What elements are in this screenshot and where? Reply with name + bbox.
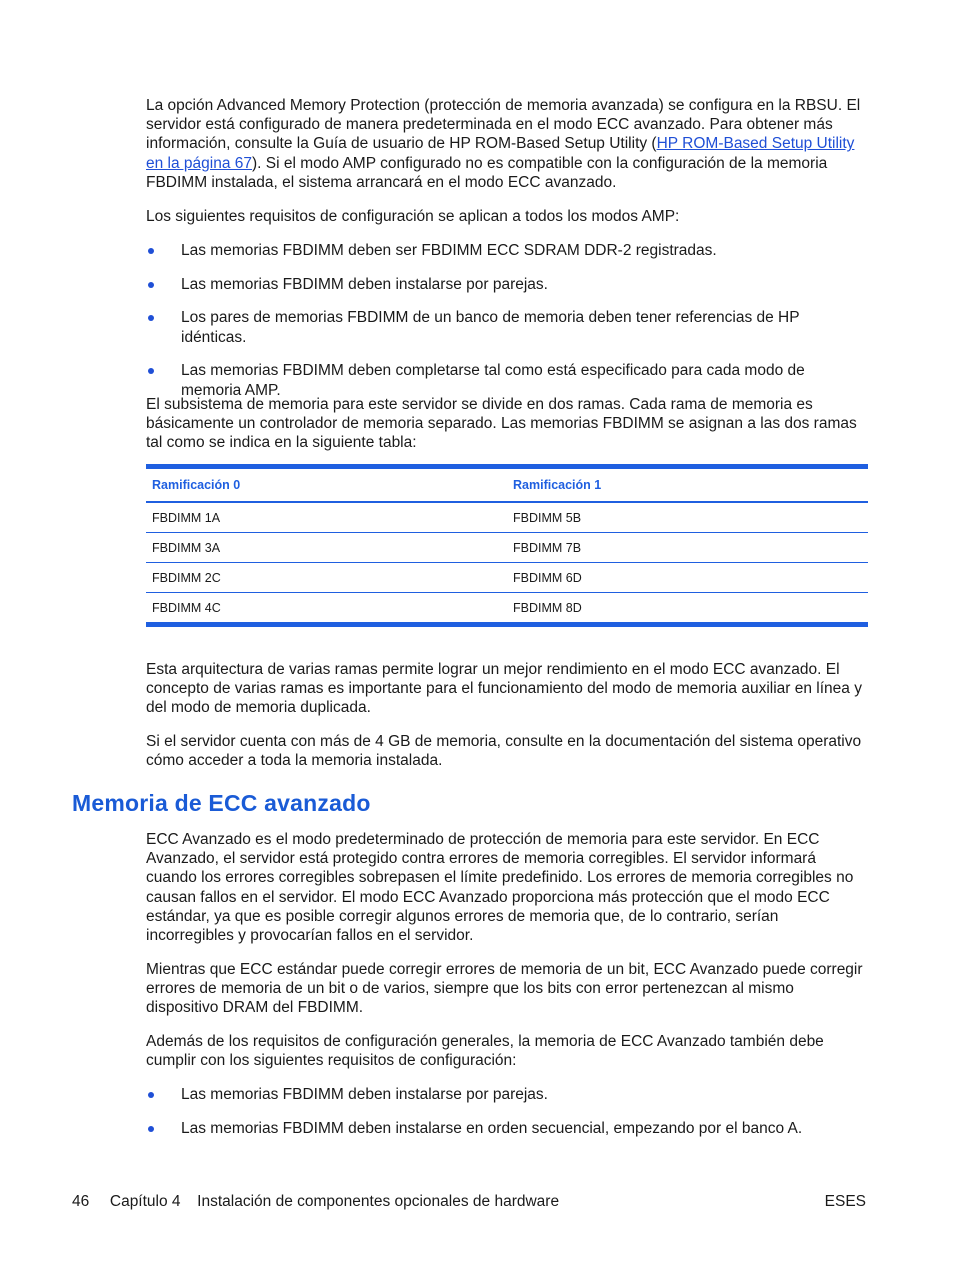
memory-size-paragraph: Si el servidor cuenta con más de 4 GB de memoria, consulte en la documentación del sistema operativo cómo acceder a toda la memoria instalada. (146, 733, 862, 770)
section-heading: Memoria de ECC avanzado (72, 790, 371, 816)
header-branch-1: Ramificación 1 (507, 467, 868, 503)
page-number: 46 (72, 1193, 90, 1210)
intro-paragraph-amp: La opción Advanced Memory Protection (protección de memoria avanzada) se configura en la RBSU. El servidor está configurado de manera predeterminada en el modo ECC avanzado. Para obtener más información, consulte la Guía de usuario de HP ROM-Based Setup Utility (HP ROM-Based Setup Utility en la página 67). Si el modo AMP configurado no es compatible con la configuración de la memoria FBDIMM instalada, el sistema arrancará en el modo ECC avanzado. (146, 97, 861, 191)
table-cell: FBDIMM 5B (507, 502, 868, 533)
chapter-title: Instalación de componentes opcionales de hardware (197, 1193, 560, 1210)
table-row (146, 533, 868, 563)
bullet-icon (148, 315, 154, 321)
ecc-requirements-list (146, 1085, 868, 1138)
table-cell: FBDIMM 1A (146, 502, 507, 533)
table-cell: FBDIMM 7B (507, 533, 868, 563)
list-item: Las memorias FBDIMM deben completarse tal como está especificado para cada modo de memoria AMP. (146, 361, 868, 399)
table-cell: FBDIMM 2C (146, 563, 507, 593)
table-row (146, 593, 868, 625)
table-cell: FBDIMM 8D (513, 600, 582, 615)
ecc-paragraph-3: Además de los requisitos de configuración generales, la memoria de ECC Avanzado también debe cumplir con los siguientes requisitos de configuración: (146, 1033, 824, 1070)
branches-intro-paragraph: El subsistema de memoria para este servidor se divide en dos ramas. Cada rama de memoria es básicamente un controlador de memoria separado. Las memorias FBDIMM se asignan a las dos ramas tal como se indica en la siguiente tabla: (146, 396, 857, 452)
rbsu-reference-link[interactable]: HP ROM-Based Setup Utility en la página 67 (146, 135, 855, 172)
multi-branch-paragraph: Esta arquitectura de varias ramas permite lograr un mejor rendimiento en el modo ECC avanzado. El concepto de varias ramas es importante para el funcionamiento del modo de memoria auxiliar en línea y del modo de memoria duplicada. (146, 661, 862, 717)
memory-branch-table (146, 464, 868, 627)
chapter-label: Capítulo 4 (109, 1193, 181, 1210)
table-cell: FBDIMM 6D (507, 563, 868, 593)
bullet-icon (148, 1126, 154, 1132)
list-item: Las memorias FBDIMM deben instalarse por parejas. (146, 1085, 868, 1104)
table-cell: FBDIMM 4C (152, 600, 221, 615)
ecc-paragraph-1: ECC Avanzado es el modo predeterminado de protección de memoria para este servidor. En ECC Avanzado, el servidor está protegido contra errores de memoria corregibles. El servidor informará cuando los errores corregibles sobrepasen el límite predefinido. Los errores de memoria corregibles no causan fallos en el servidor. El modo ECC Avanzado proporciona más protección que el modo ECC estándar, ya que es posible corregir algunos errores de memoria que, de lo contrario, serían incorregibles y provocarían fallos en el servidor. (146, 831, 854, 945)
table-row (146, 502, 868, 533)
list-item: Las memorias FBDIMM deben instalarse por parejas. (146, 275, 868, 294)
intro-section (146, 96, 868, 192)
amp-requirements-list (146, 241, 868, 400)
list-item: Los pares de memorias FBDIMM de un banco de memoria deben tener referencias de HP idénticas. (146, 308, 868, 346)
intro-paragraph-requirements: Los siguientes requisitos de configuración se aplican a todos los modos AMP: (146, 208, 680, 225)
list-item: Las memorias FBDIMM deben ser FBDIMM ECC SDRAM DDR-2 registradas. (146, 241, 868, 260)
bullet-icon (148, 282, 154, 288)
ecc-paragraph-2: Mientras que ECC estándar puede corregir errores de memoria de un bit, ECC Avanzado puede corregir errores de memoria de un bit o de varios, siempre que los bits con error pertenezcan al mismo dispositivo DRAM del FBDIMM. (146, 961, 863, 1017)
page-footer (72, 1192, 559, 1211)
locale-code: ESES (824, 1193, 866, 1210)
table-cell: FBDIMM 3A (146, 533, 507, 563)
table-header-row (146, 467, 868, 503)
table-row (146, 563, 868, 593)
bullet-icon (148, 248, 154, 254)
bullet-icon (148, 368, 154, 374)
bullet-icon (148, 1092, 154, 1098)
header-branch-0: Ramificación 0 (146, 467, 507, 503)
list-item: Las memorias FBDIMM deben instalarse en orden secuencial, empezando por el banco A. (146, 1119, 868, 1138)
